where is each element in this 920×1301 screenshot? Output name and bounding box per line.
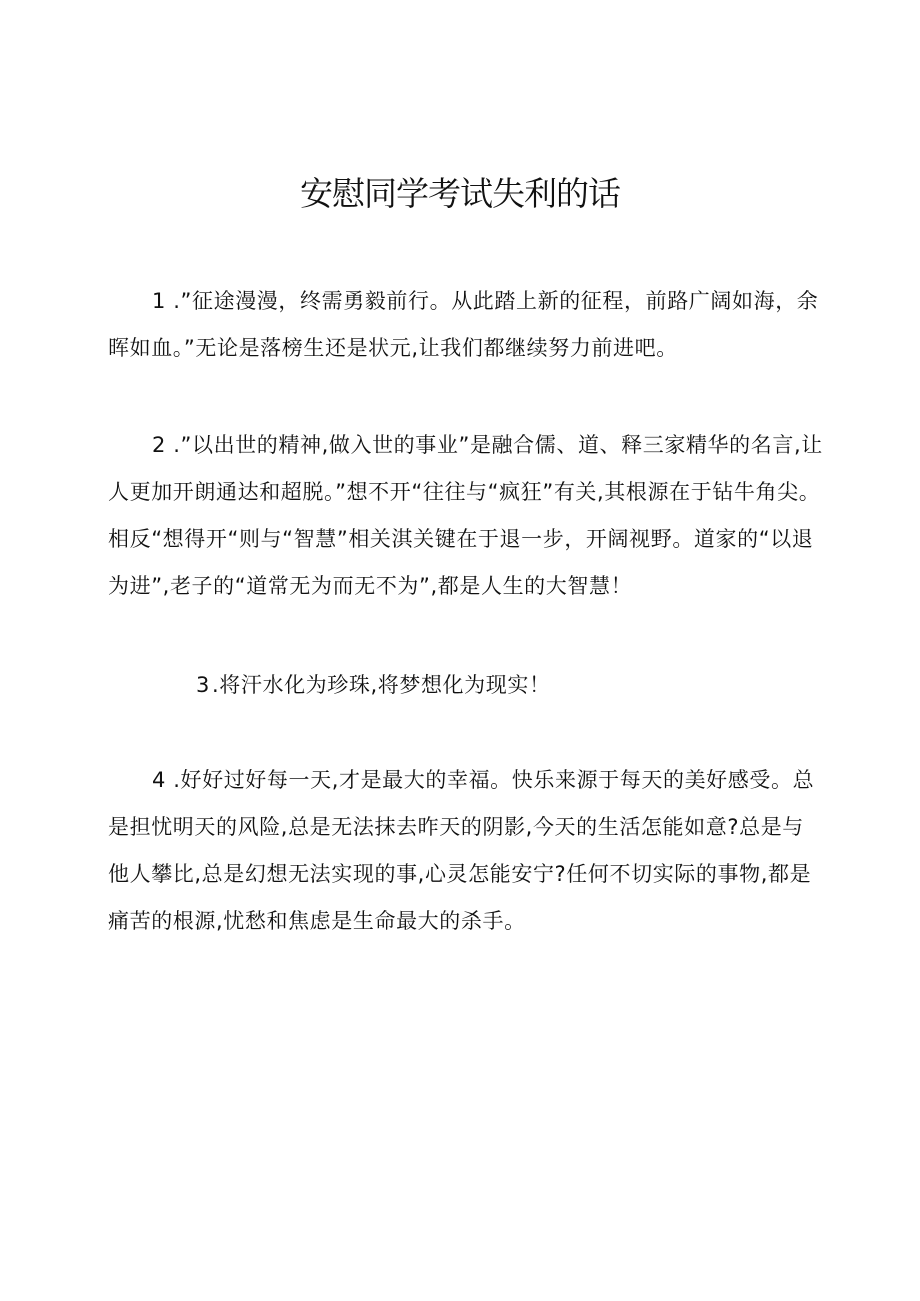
paragraph-3-number: 3 xyxy=(196,673,210,697)
paragraph-1: 1 .”征途漫漫，终需勇毅前行。从此踏上新的征程，前路广阔如海，余晖如血。”无论是落榜生还是状元,让我们都继续努力前进吧。 xyxy=(108,289,819,360)
document-title: 安慰同学考试失利的话 xyxy=(300,174,620,213)
paragraph-3 xyxy=(108,662,824,709)
paragraph-4: 4 .好好过好每一天,才是最大的幸福。快乐来源于每天的美好感受。总是担忧明天的风险,总是无法抹去昨天的阴影,今天的生活怎能如意?总是与他人攀比,总是幻想无法实现的事,心灵怎能安宁?任何不切实际的事物,都是痛苦的根源,忧愁和焦虑是生命最大的杀手。 xyxy=(108,768,815,933)
paragraph-3-text: .将汗水化为珍珠,将梦想化为现实！ xyxy=(212,673,551,697)
paragraph-2: 2 .”以出世的精神,做入世的事业”是融合儒、道、释三家精华的名言,让人更加开朗通达和超脱。”想不开“往往与“疯狂”有关,其根源在于钻牛角尖。相反“想得开“则与“智慧”相关淇关键在于退一步，开阔视野。道家的“以退为进”,老子的“道常无为而无不为”,都是人生的大智慧！ xyxy=(108,433,823,598)
